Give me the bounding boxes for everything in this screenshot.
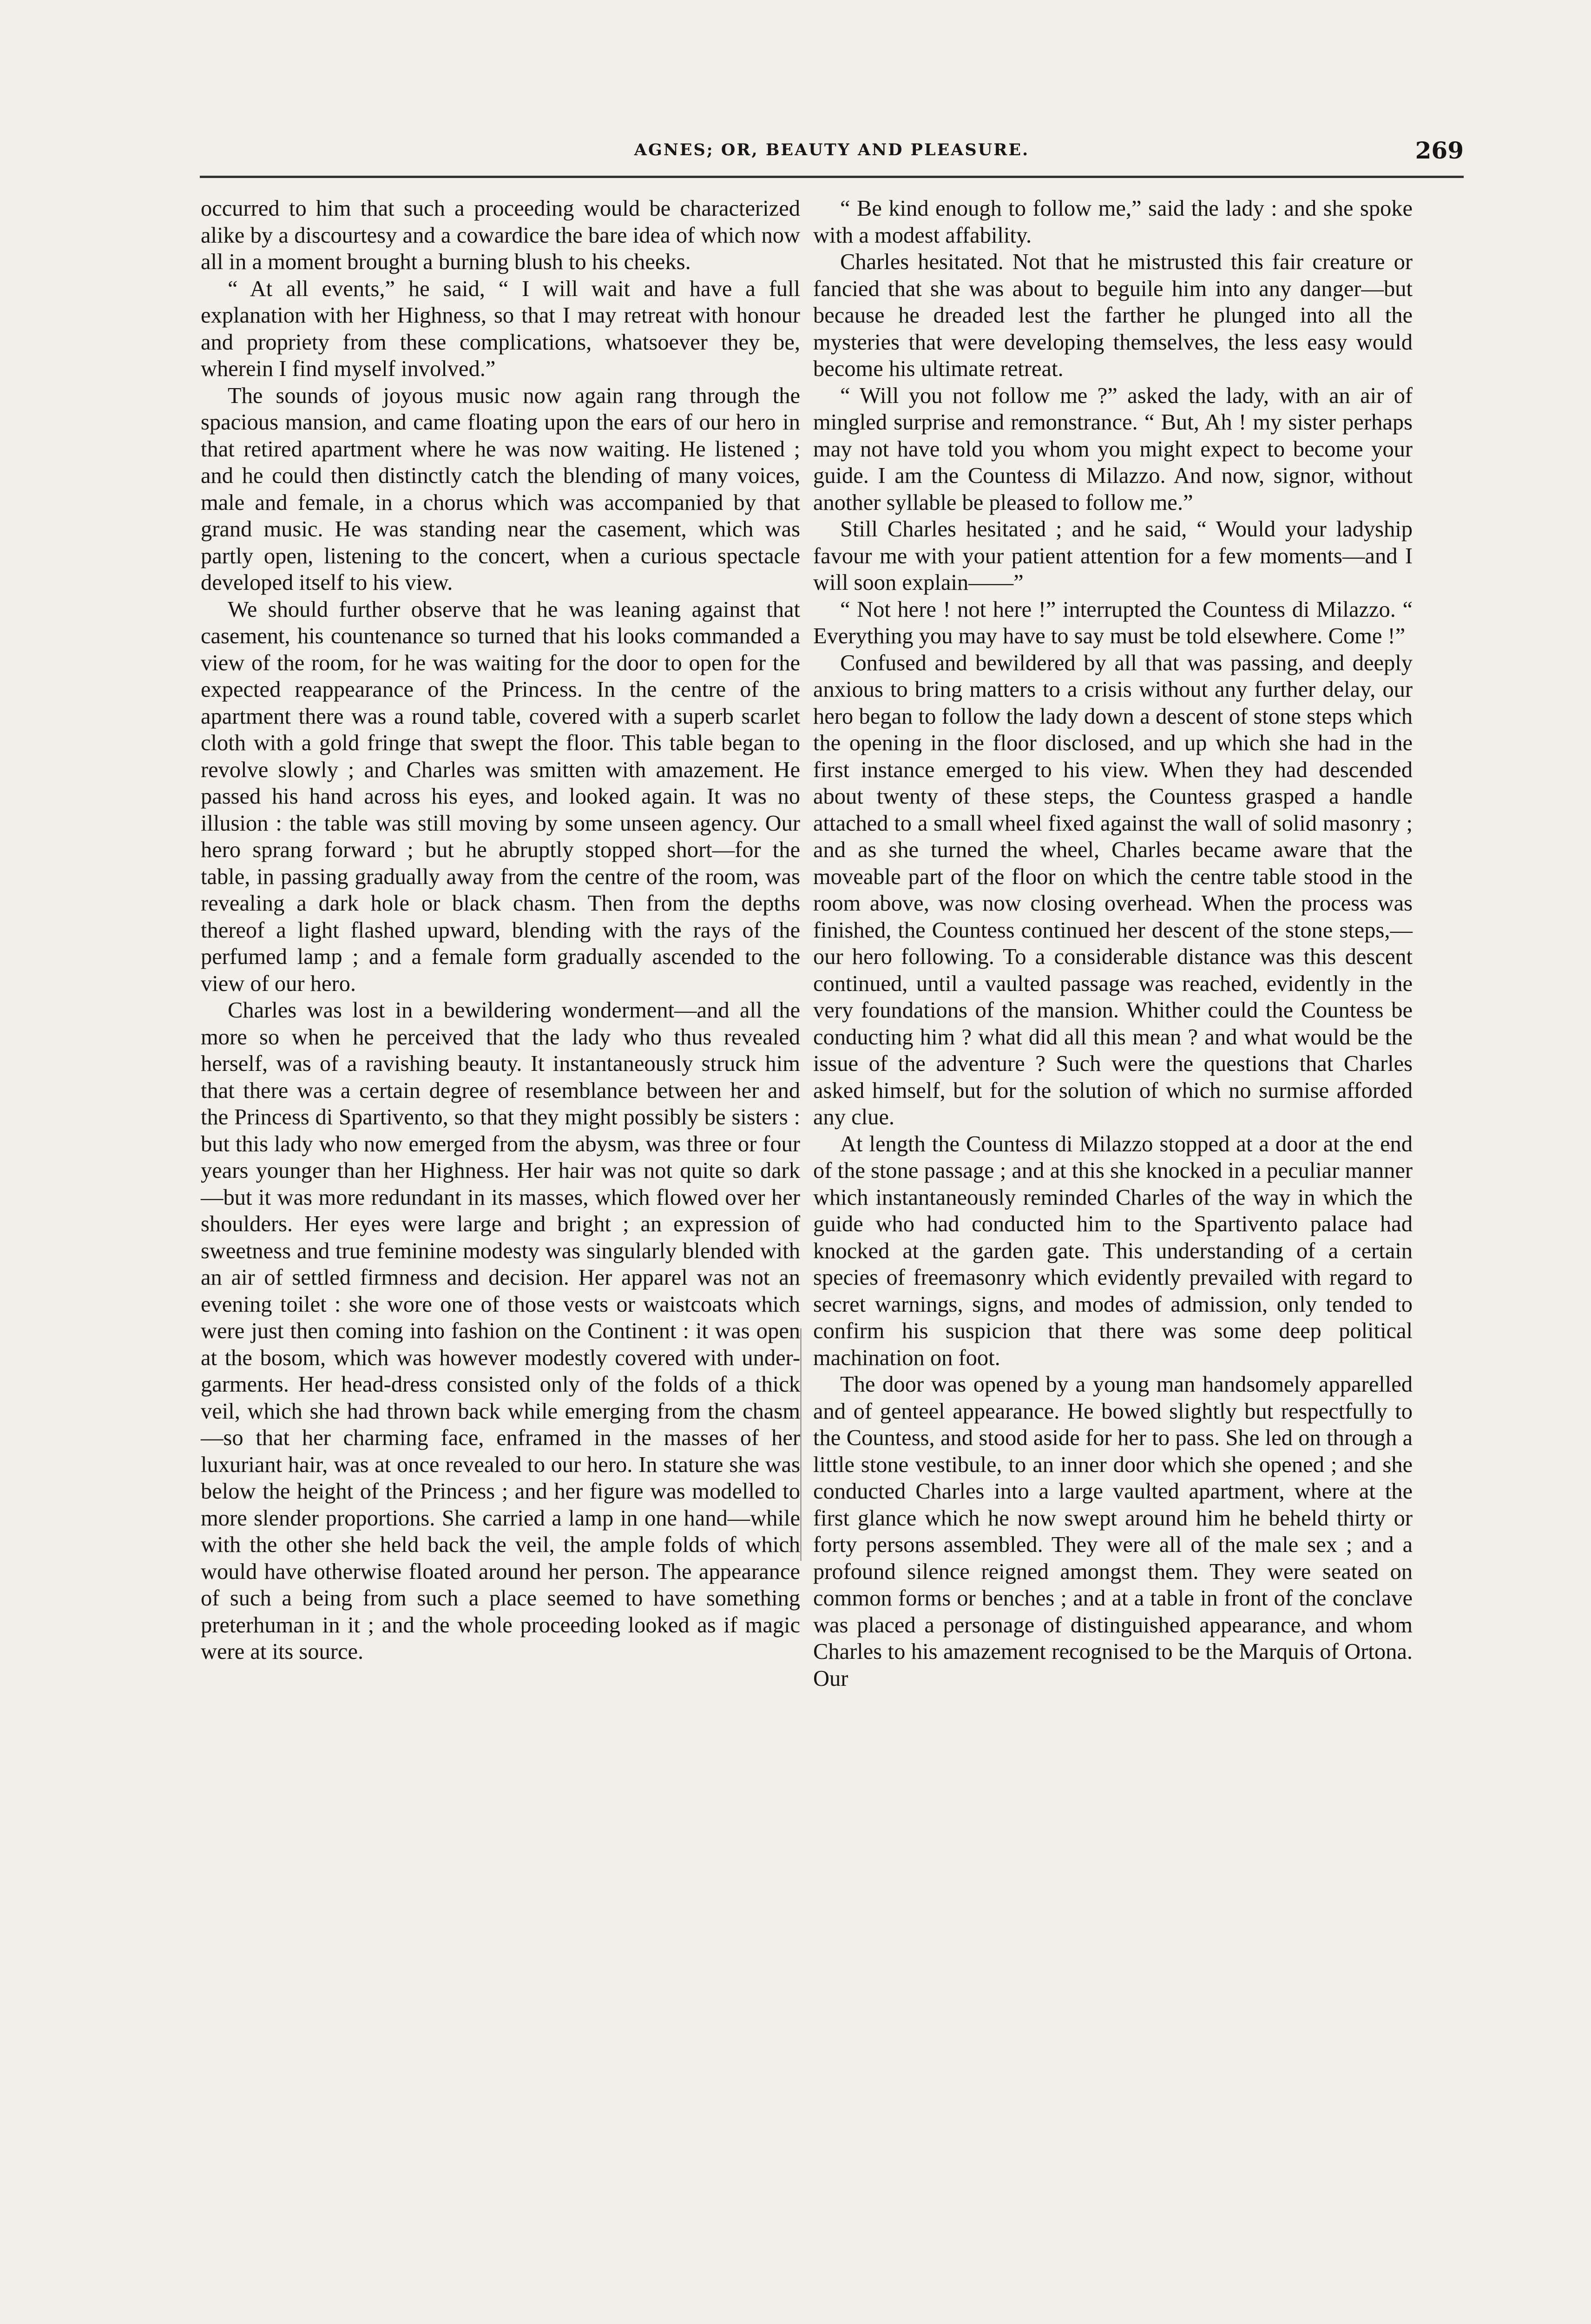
right-column xyxy=(813,195,1413,1692)
paragraph: We should further observe that he was leaning against that casement, his countenance so turned that his looks commanded a view of the room, for he was waiting for the door to open for the expected reappearance of the Princess. In the centre of the apartment there was a round table, covered with a superb scarlet cloth with a gold fringe that swept the floor. This table began to revolve slowly ; and Charles was smitten with amazement. He passed his hand across his eyes, and looked again. It was no illusion : the table was still moving by some unseen agency. Our hero sprang forward ; but he abruptly stopped short—for the table, in passing gradually away from the centre of the room, was revealing a dark hole or black chasm. Then from the depths thereof a light flashed upward, blending with the rays of the perfumed lamp ; and a female form gradually ascended to the view of our hero. xyxy=(201,597,800,996)
left-column xyxy=(201,195,800,1665)
column-divider xyxy=(800,1328,802,1561)
header-rule xyxy=(200,176,1464,178)
paragraph: Charles was lost in a bewildering wonderment—and all the more so when he perceived that the lady who thus revealed herself, was of a ravishing beauty. It instantaneously struck him that there was a certain degree of resemblance between her and the Princess di Spartivento, so that they might possibly be sisters : but this lady who now emerged from the abysm, was three or four years younger than her Highness. Her hair was not quite so dark—but it was more redundant in its masses, which flowed over her shoulders. Her eyes were large and bright ; an expression of sweetness and true feminine modesty was singularly blended with an air of settled firmness and decision. Her apparel was not an evening toilet : she wore one of those vests or waistcoats which were just then coming into fashion on the Continent : it was open at the bosom, which was however modestly covered with under-garments. Her head-dress consisted only of the folds of a thick veil, which she had thrown back while emerging from the chasm—so that her charming face, enframed in the masses of her luxuriant hair, was at once revealed to our hero. In stature she was below the height of the Princess ; and her figure was modelled to more slender proportions. She carried a lamp in one hand—while with the other she held back the veil, the ample folds of which would have otherwise floated around her person. The appearance of such a being from such a place seemed to have something preterhuman in it ; and the whole proceeding looked as if magic were at its source. xyxy=(201,998,800,1664)
paragraph: “ Will you not follow me ?” asked the lady, with an air of mingled surprise and remonstrance. “ But, Ah ! my sister perhaps may not have told you whom you might expect to become your guide. I am the Countess di Milazzo. And now, signor, without another syllable be pleased to follow me.” xyxy=(813,383,1413,515)
paragraph: At length the Countess di Milazzo stopped at a door at the end of the stone passage ; and at this she knocked in a peculiar manner which instantaneously reminded Charles of the way in which the guide who had conducted him to the Spartivento palace had knocked at the garden gate. This understanding of a certain species of freemasonry which evidently prevailed with regard to secret warnings, signs, and modes of admission, only tended to confirm his suspicion that there was some deep political machination on foot. xyxy=(813,1131,1413,1370)
paragraph: “ At all events,” he said, “ I will wait and have a full explanation with her Highness, so that I may retreat with honour and propriety from these complications, whatsoever they be, wherein I find myself involved.” xyxy=(201,276,800,381)
paragraph: The sounds of joyous music now again rang through the spacious mansion, and came floating upon the ears of our hero in that retired apartment where he was now waiting. He listened ; and he could then distinctly catch the blending of many voices, male and female, in a chorus which was accompanied by that grand music. He was standing near the casement, which was partly open, listening to the concert, when a curious spectacle developed itself to his view. xyxy=(201,383,800,595)
paragraph: occurred to him that such a proceeding would be characterized alike by a discourtesy and a cowardice the bare idea of which now all in a moment brought a burning blush to his cheeks. xyxy=(201,196,800,274)
paragraph: Still Charles hesitated ; and he said, “ Would your ladyship favour me with your patient attention for a few moments—and I will soon explain——” xyxy=(813,517,1413,595)
paragraph: “ Be kind enough to follow me,” said the lady : and she spoke with a modest affability. xyxy=(813,196,1413,248)
paragraph: Charles hesitated. Not that he mistrusted this fair creature or fancied that she was about to beguile him into any danger—but because he dreaded lest the farther he plunged into all the mysteries that were developing themselves, the less easy would become his ultimate retreat. xyxy=(813,250,1413,381)
running-title: AGNES; OR, BEAUTY AND PLEASURE. xyxy=(634,140,1030,159)
paragraph: “ Not here ! not here !” interrupted the Countess di Milazzo. “ Everything you may have to say must be told elsewhere. Come !” xyxy=(813,597,1413,648)
page-header xyxy=(200,139,1464,177)
paragraph: Confused and bewildered by all that was passing, and deeply anxious to bring matters to a crisis without any further delay, our hero began to follow the lady down a descent of stone steps which the opening in the floor disclosed, and up which she had in the first instance emerged to his view. When they had descended about twenty of these steps, the Countess grasped a handle attached to a small wheel fixed against the wall of solid masonry ; and as she turned the wheel, Charles became aware that the moveable part of the floor on which the centre table stood in the room above, was now closing overhead. When the process was finished, the Countess continued her descent of the stone steps,—our hero following. To a considerable distance was this descent continued, until a vaulted passage was reached, evidently in the very foundations of the mansion. Whither could the Countess be conducting him ? what did all this mean ? and what would be the issue of the adventure ? Such were the questions that Charles asked himself, but for the solution of which no surmise afforded any clue. xyxy=(813,650,1413,1129)
paragraph: The door was opened by a young man handsomely apparelled and of genteel appearance. He bowed slightly but respectfully to the Countess, and stood aside for her to pass. She led on through a little stone vestibule, to an inner door which she opened ; and she conducted Charles into a large vaulted apartment, where at the first glance which he now swept around him he beheld thirty or forty persons assembled. They were all of the male sex ; and a profound silence reigned amongst them. They were seated on common forms or benches ; and at a table in front of the conclave was placed a personage of distinguished appearance, and whom Charles to his amazement recognised to be the Marquis of Ortona. Our xyxy=(813,1372,1413,1691)
page-number: 269 xyxy=(1415,137,1464,164)
